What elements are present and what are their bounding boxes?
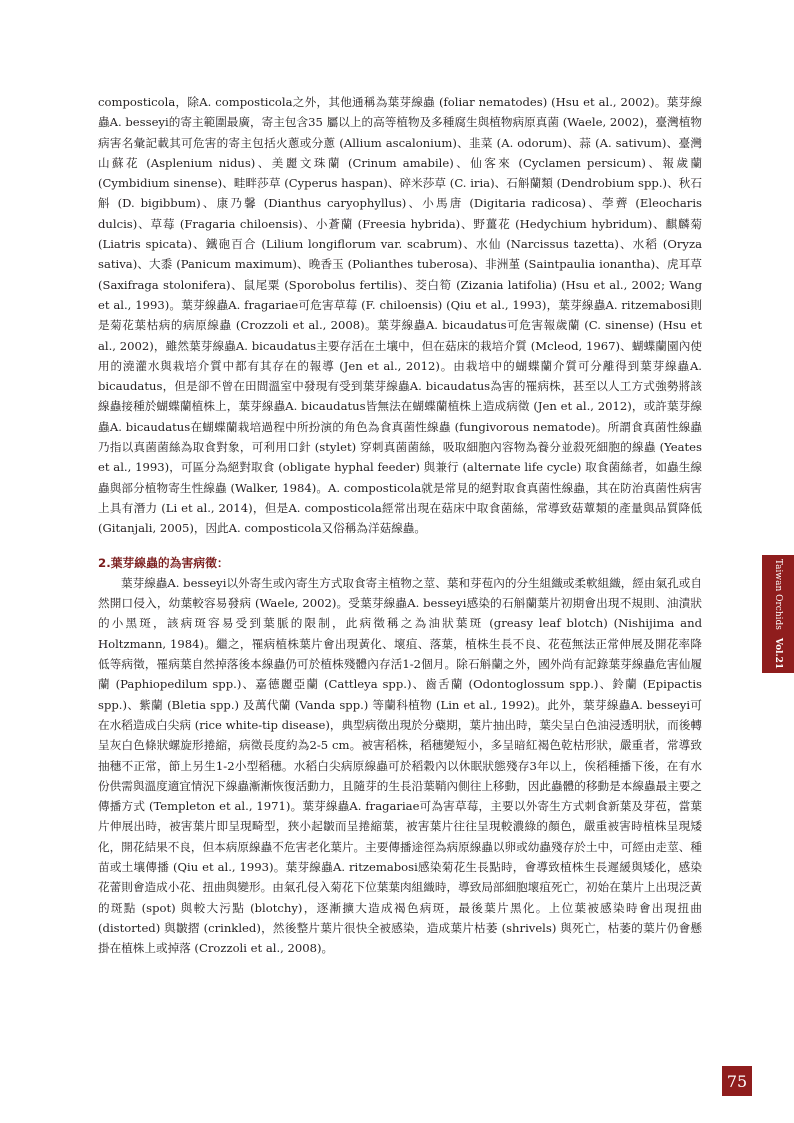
section-heading: 2.葉芽線蟲的為害病徵：	[98, 555, 229, 570]
paragraph-1: composticola，除A. composticola之外，其他通稱為葉芽線蟲 (foliar nematodes) (Hsu et al., 2002)。葉芽線蟲A. besseyi的寄主範圍最廣，寄主包含35 屬以上的高等植物及多種腐生與植物病原真菌 (Waele, 2002)，臺灣植物病害名彙記載其可危害的寄主包括火蔥或分蔥 (Allium ascalonium)、韭菜 (A. odorum)、蒜 (A. sativum)、臺灣山蘇花 (Asplenium nidus)、美麗文珠蘭 (Crinum amabile)、仙客來 (Cyclamen persicum)、報歲蘭 (Cymbidium sinense)、畦畔莎草 (Cyperus haspan)、碎米莎草 (C. iria)、石斛蘭類 (Dendrobium spp.)、秋石斛 (D. bigibbum)、康乃馨 (Dianthus caryophyllus)、小馬唐 (Digitaria radicosa)、荸薺 (Eleocharis dulcis)、草莓 (Fragaria chiloensis)、小蒼蘭 (Freesia hybrida)、野薑花 (Hedychium hybridum)、麒麟菊 (Liatris spicata)、鐵砲百合 (Lilium longiflorum var. scabrum)、水仙 (Narcissus tazetta)、水稻 (Oryza sativa)、大黍 (Panicum maximum)、晚香玉 (Polianthes tuberosa)、非洲堇 (Saintpaulia ionantha)、虎耳草 (Saxifraga stolonifera)、鼠尾粟 (Sporobolus fertilis)、茭白筍 (Zizania latifolia) (Hsu et al., 2002; Wang et al., 1993)。葉芽線蟲A. fragariae可危害草莓 (F. chiloensis) (Qiu et al., 1993)，葉芽線蟲A. ritzemabosi則是菊花葉枯病的病原線蟲 (Crozzoli et al., 2008)。葉芽線蟲A. bicaudatus可危害報歲蘭 (C. sinense) (Hsu et al., 2002)，雖然葉芽線蟲A. bicaudatus主要存活在土壤中，但在菇床的栽培介質 (Mcleod, 1967)、蝴蝶蘭園內使用的澆灌水與栽培介質中都有其存在的報導 (Jen et al., 2012)。由栽培中的蝴蝶蘭介質可分離得到葉芽線蟲A. bicaudatus，但是卻不曾在田間溫室中發現有受到葉芽線蟲A. bicaudatus為害的罹病株，甚至以人工方式強勢將該線蟲接種於蝴蝶蘭植株上，葉芽線蟲A. bicaudatus皆無法在蝴蝶蘭植株上造成病徵 (Jen et al., 2012)，或許葉芽線蟲A. bicaudatus在蝴蝶蘭栽培過程中所扮演的角色為食真菌性線蟲 (fungivorous nematode)。所謂食真菌性線蟲乃指以真菌菌絲為取食對象，可利用口針 (stylet) 穿刺真菌菌絲，吸取細胞內容物為養分並殺死細胞的線蟲 (Yeates et al., 1993)，可區分為絕對取食 (obligate hyphal feeder) 與兼行 (alternate life cycle) 取食菌絲者，如蟲生線蟲與部分植物寄生性線蟲 (Walker, 1984)。A. composticola就是常見的絕對取食真菌性線蟲，其在防治真菌性病害上具有潛力 (Li et al., 2014)，但是A. composticola經常出現在菇床中取食菌絲，常導致菇蕈類的產量與品質降低 (Gitanjali, 2005)，因此A. composticola又俗稱為洋菇線蟲。	[98, 95, 702, 536]
journal-side-tab	[762, 555, 794, 673]
journal-name: Taiwan Orchids	[773, 558, 783, 630]
volume-label: Vol.21	[773, 637, 783, 670]
article-body	[98, 92, 702, 958]
page-number: 75	[722, 1066, 752, 1096]
paragraph-2: 葉芽線蟲A. besseyi以外寄生或內寄生方式取食寄主植物之莖、葉和芽苞內的分生組織或柔軟組織，經由氣孔或自然開口侵入，幼葉較容易發病 (Waele, 2002)。受葉芽線蟲A. besseyi感染的石斛蘭葉片初期會出現不規則、油漬狀的小黑斑，該病斑容易受到葉脈的限制，此病徵稱之為油狀葉斑 (greasy leaf blotch) (Nishijima and Holtzmann, 1984)。繼之，罹病植株葉片會出現黃化、壞疽、落葉，植株生長不良、花苞無法正常伸展及開花率降低等病徵，罹病葉自然掉落後本線蟲仍可於植株殘體內存活1-2個月。除石斛蘭之外，國外尚有記錄葉芽線蟲危害仙履蘭 (Paphiopedilum spp.)、嘉德麗亞蘭 (Cattleya spp.)、齒舌蘭 (Odontoglossum spp.)、鈴蘭 (Epipactis spp.)、紫蘭 (Bletia spp.) 及萬代蘭 (Vanda spp.) 等蘭科植物 (Lin et al., 1992)。此外，葉芽線蟲A. besseyi可在水稻造成白尖病 (rice white-tip disease)，典型病徵出現於分蘗期，葉片抽出時，葉尖呈白色油浸透明狀，而後轉呈灰白色條狀螺旋形捲縮，病徵長度約為2-5 cm。被害稻株，稻穗變短小，多呈暗紅褐色乾枯形狀，嚴重者，常導致抽穗不正常，節上另生1-2小型稻穗。水稻白尖病原線蟲可於稻穀內以休眠狀態殘存3年以上，俟稻種播下後，在有水份供需與溫度適宜情況下線蟲漸漸恢復活動力，且隨芽的生長沿葉鞘內側往上移動，因此蟲體的移動是本線蟲最主要之傳播方式 (Templeton et al., 1971)。葉芽線蟲A. fragariae可為害草莓，主要以外寄生方式刺食新葉及芽苞，當葉片伸展出時，被害葉片即呈現畸型，狹小起皺而呈捲縮葉，被害葉片往往呈現較濃綠的顏色，嚴重被害時植株呈現矮化，開花結果不良，但本病原線蟲不危害老化葉片。主要傳播途徑為病原線蟲以卵或幼蟲殘存於土中，可經由走莖、種苗或土壤傳播 (Qiu et al., 1993)。葉芽線蟲A. ritzemabosi感染菊花生長點時，會導致植株生長遲緩與矮化，感染花蕾則會造成小花、扭曲與變形。由氣孔侵入菊花下位葉葉肉組織時，導致局部細胞壞疽死亡，初始在葉片上出現泛黃的斑點 (spot) 與較大污點 (blotchy)，逐漸擴大造成褐色病斑，最後葉片黑化。上位葉被感染時會出現扭曲 (distorted) 與皺摺 (crinkled)，然後整片葉片很快全被感染，造成葉片枯萎 (shrivels) 與死亡，枯萎的葉片仍會懸掛在植株上或掉落 (Crozzoli et al., 2008)。	[98, 575, 702, 956]
side-tab-label	[773, 559, 783, 669]
